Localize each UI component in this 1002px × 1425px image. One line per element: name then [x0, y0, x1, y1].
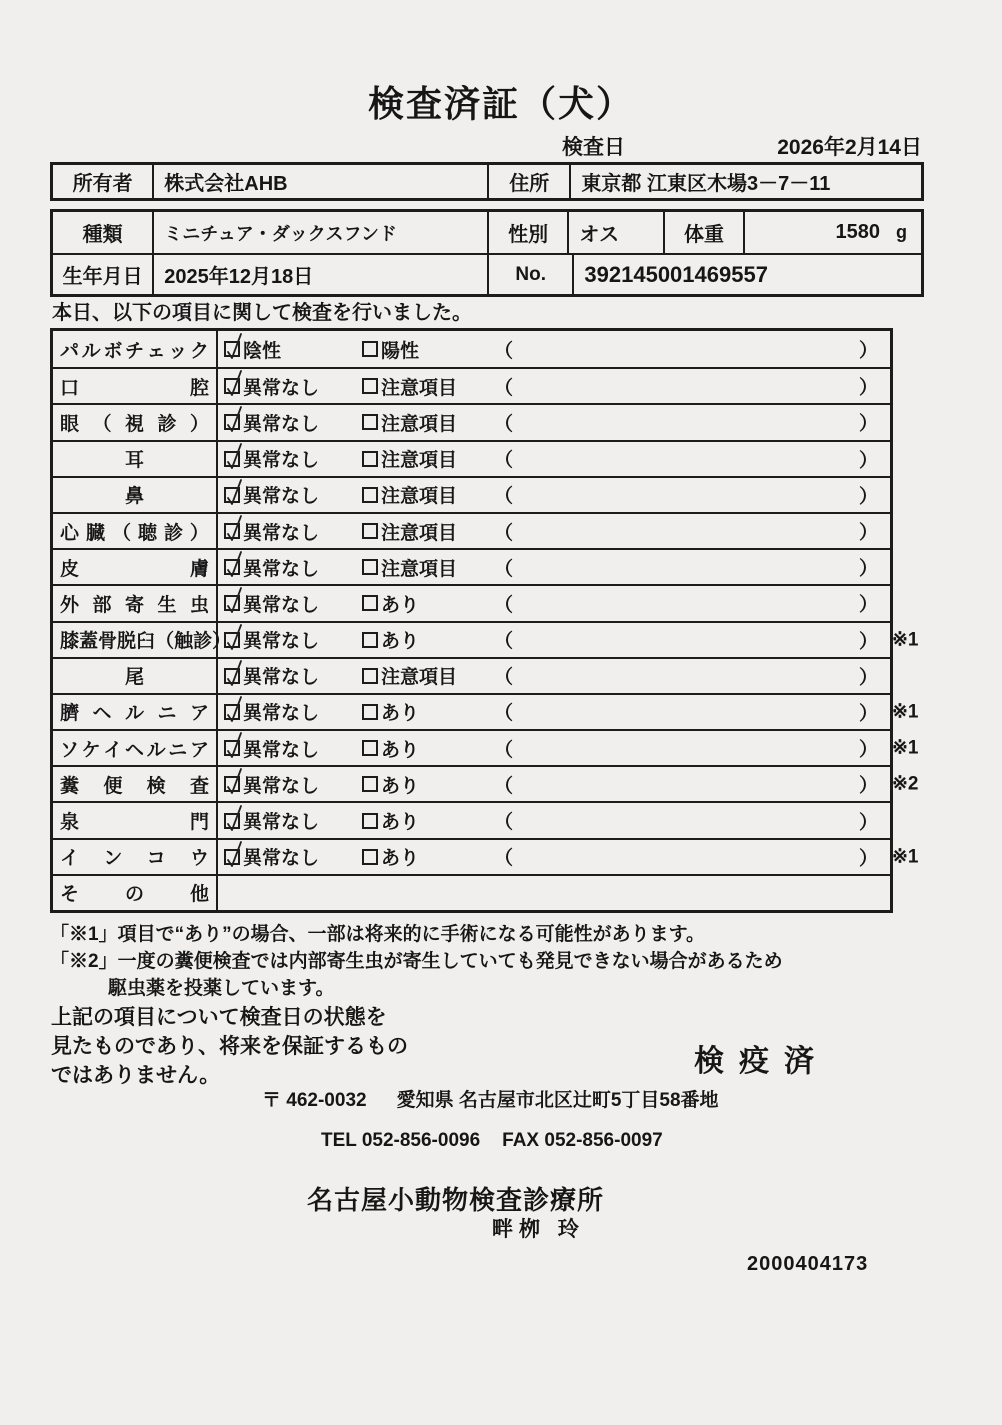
label-char: 眼 [60, 413, 80, 435]
remarks-paren-open: （ [494, 340, 514, 362]
checklist-row [53, 657, 890, 693]
checkbox-checked[interactable] [224, 451, 240, 467]
remarks-paren-close: ） [858, 703, 878, 725]
label-char: ェ [146, 340, 166, 362]
checklist-row-content [218, 803, 890, 837]
result-option-secondary [362, 554, 494, 581]
label-char: ウ [189, 848, 209, 870]
disclaimer-text [51, 1003, 408, 1090]
reference-mark: ※1 [892, 629, 919, 651]
remarks-paren-open: （ [494, 739, 514, 761]
checklist-row-content [218, 659, 890, 693]
result-option-secondary-label: 注意項目 [381, 413, 458, 435]
checklist-row-content [218, 876, 890, 910]
checklist-item-label [53, 478, 218, 512]
result-option-secondary-label: 注意項目 [381, 558, 458, 580]
result-option-primary [224, 662, 362, 689]
checklist-item-label [53, 803, 218, 837]
checklist-row-content [218, 840, 890, 874]
remarks-paren-close: ） [858, 812, 878, 834]
checklist-item-label [53, 623, 232, 657]
result-option-secondary-label: 注意項目 [381, 667, 458, 689]
checkbox-checked[interactable] [224, 559, 240, 575]
result-option-primary-label: 異常なし [243, 486, 320, 508]
label-char: 部 [92, 594, 112, 616]
checkbox-checked[interactable] [224, 487, 240, 503]
checkbox-checked[interactable] [224, 414, 240, 430]
result-option-primary-label: 異常なし [243, 377, 320, 399]
breed-value: ミニチュア・ダックスフンド [152, 212, 487, 253]
label-char: 脱 [117, 631, 137, 653]
remarks-paren-close: ） [858, 340, 878, 362]
checkbox-checked[interactable] [224, 668, 240, 684]
checklist-item-label [53, 331, 218, 367]
label-char: ン [103, 848, 123, 870]
checklist-item-label [53, 550, 218, 584]
checkbox-checked[interactable] [224, 740, 240, 756]
checklist-item-label [53, 514, 218, 548]
label-char: パ [60, 340, 80, 362]
footnote-2: 「※2」一度の糞便検査では内部寄生虫が寄生していても発見できない場合があるため [50, 951, 783, 972]
remarks-paren-close: ） [858, 848, 878, 870]
result-option-secondary-label: 陽性 [381, 340, 420, 362]
remarks-paren-open: （ [494, 703, 514, 725]
label-char: 寄 [124, 594, 144, 616]
label-char: 生 [157, 594, 177, 616]
remarks-paren-close: ） [858, 775, 878, 797]
page-title: 検査済証（犬） [367, 83, 634, 124]
checklist-row-content [218, 623, 890, 657]
label-char: ク [189, 340, 209, 362]
checkmark-icon [222, 441, 248, 471]
label-char: 門 [189, 812, 209, 834]
remarks-paren-open: （ [494, 667, 514, 689]
result-option-primary [224, 518, 362, 545]
footnote-1: 「※1」項目で“あり”の場合、一部は将来的に手術になる可能性があります。 [50, 924, 706, 945]
checklist-row [53, 693, 919, 729]
checkbox-unchecked[interactable] [362, 849, 378, 865]
owner-row [53, 165, 921, 198]
label-char: 虫 [189, 594, 209, 616]
checkbox-unchecked[interactable] [362, 451, 378, 467]
remarks-paren-close: ） [858, 450, 878, 472]
checklist-item-label [53, 405, 218, 439]
checkbox-checked[interactable] [224, 632, 240, 648]
checklist-row [53, 765, 919, 801]
label-char: チ [124, 340, 144, 362]
checkbox-unchecked[interactable] [362, 559, 378, 575]
owner-table [50, 162, 924, 201]
result-option-primary [224, 373, 362, 400]
checklist-item-label [53, 840, 218, 874]
label-char: ア [189, 739, 209, 761]
label-char: 臓 [85, 522, 105, 544]
result-option-primary-label: 異常なし [243, 703, 320, 725]
result-option-primary [224, 336, 362, 363]
remarks-paren-open: （ [494, 631, 514, 653]
checklist-item-label [53, 695, 218, 729]
result-option-primary-label: 異常なし [243, 631, 320, 653]
remarks-paren-close: ） [858, 667, 878, 689]
checklist-row [53, 476, 890, 512]
label-char: 診 [193, 631, 213, 653]
label-char: ッ [168, 340, 188, 362]
checkmark-icon [222, 766, 248, 796]
remarks-paren-open: （ [494, 558, 514, 580]
breed-row [53, 212, 921, 253]
checkmark-icon [222, 803, 248, 833]
checkmark-icon [222, 368, 248, 398]
checkmark-icon [222, 658, 248, 688]
result-option-secondary [362, 735, 494, 762]
label-char: 視 [124, 413, 144, 435]
checkbox-checked[interactable] [224, 849, 240, 865]
pet-info-table [50, 209, 924, 297]
remarks-paren-close: ） [858, 558, 878, 580]
checkmark-icon [222, 331, 248, 361]
checklist-row-content [218, 331, 890, 367]
remarks-paren-open: （ [494, 594, 514, 616]
label-char: 骨 [98, 631, 118, 653]
label-char: ヘ [124, 739, 144, 761]
result-option-primary-label: 異常なし [243, 739, 320, 761]
label-char: 他 [189, 884, 209, 906]
result-option-secondary-label: あり [381, 848, 420, 870]
label-char: ル [81, 340, 101, 362]
clinic-postal-line [262, 1085, 719, 1112]
remarks-paren-close: ） [858, 486, 878, 508]
disclaimer-line-3: ではありません。 [51, 1064, 221, 1087]
checkbox-unchecked[interactable] [362, 341, 378, 357]
label-char: そ [60, 884, 80, 906]
checklist-item-label [53, 876, 218, 910]
label-char: ケ [81, 739, 101, 761]
reference-mark: ※1 [892, 737, 919, 759]
disclaimer-line-2: 見たものであり、将来を保証するもの [51, 1035, 408, 1058]
checklist-row-content [218, 586, 890, 620]
inspection-date-row [50, 131, 924, 157]
label-char: 口 [60, 377, 80, 399]
checklist-row [53, 548, 890, 584]
remarks-paren-close: ） [858, 594, 878, 616]
result-option-secondary [362, 843, 494, 870]
checkbox-checked[interactable] [224, 813, 240, 829]
reference-mark: ※1 [892, 846, 919, 868]
remarks-paren-close: ） [858, 631, 878, 653]
result-option-primary [224, 590, 362, 617]
checkbox-unchecked[interactable] [362, 414, 378, 430]
checkmark-icon [222, 622, 248, 652]
result-option-primary [224, 409, 362, 436]
checklist-item-label [53, 659, 218, 693]
result-option-secondary [362, 698, 494, 725]
clinic-address: 愛知県 名古屋市北区辻町5丁目58番地 [396, 1090, 719, 1111]
checklist-row-content [218, 405, 890, 439]
checklist-item-label [53, 731, 218, 765]
label-char: 尾 [124, 667, 144, 689]
checkmark-icon [222, 513, 248, 543]
quarantine-passed-stamp: 検疫済 [694, 1045, 829, 1078]
remarks-paren-close: ） [858, 377, 878, 399]
examination-checklist-table [50, 328, 919, 913]
no-label: No. [487, 255, 572, 294]
checkbox-checked[interactable] [224, 595, 240, 611]
remarks-paren-open: （ [494, 848, 514, 870]
checkbox-checked[interactable] [224, 704, 240, 720]
label-char: 鼻 [124, 486, 144, 508]
result-option-primary-label: 異常なし [243, 775, 320, 797]
result-option-secondary-label: あり [381, 812, 420, 834]
label-char: （ [155, 631, 175, 653]
checklist-row [53, 403, 890, 439]
checklist-item-label [53, 442, 218, 476]
label-char: ア [189, 703, 209, 725]
remarks-paren-open: （ [494, 486, 514, 508]
intro-statement: 本日、以下の項目に関して検査を行いました。 [52, 302, 472, 324]
label-char: （ [92, 413, 112, 435]
serial-number: 2000404173 [747, 1253, 869, 1275]
checklist-row-content [218, 767, 890, 801]
checklist-row-content [218, 731, 890, 765]
checkmark-icon [222, 477, 248, 507]
checklist-row [53, 367, 890, 403]
result-option-secondary [362, 626, 494, 653]
remarks-paren-open: （ [494, 413, 514, 435]
result-option-primary [224, 445, 362, 472]
footnote-2-continued: 駆虫薬を投薬しています。 [108, 978, 335, 999]
label-char: イ [60, 848, 80, 870]
birth-value: 2025年12月18日 [152, 255, 487, 294]
address-label: 住所 [487, 165, 569, 198]
result-option-secondary [362, 590, 494, 617]
label-char: ニ [168, 739, 188, 761]
result-option-primary [224, 735, 362, 762]
result-option-primary [224, 843, 362, 870]
label-char: ル [124, 703, 144, 725]
checklist-row [53, 440, 890, 476]
result-option-secondary [362, 373, 494, 400]
checklist-row-content [218, 369, 890, 403]
result-option-secondary [362, 771, 494, 798]
checklist-row [53, 801, 890, 837]
remarks-paren-open: （ [494, 450, 514, 472]
checkbox-unchecked[interactable] [362, 378, 378, 394]
weight-value: 1580 [835, 221, 880, 243]
no-value: 392145001469557 [572, 255, 921, 294]
remarks-paren-close: ） [858, 522, 878, 544]
label-char: ヘ [92, 703, 112, 725]
result-option-primary-label: 異常なし [243, 812, 320, 834]
result-option-secondary [362, 409, 494, 436]
checkbox-unchecked[interactable] [362, 776, 378, 792]
label-char: 膚 [189, 558, 209, 580]
label-char: 蓋 [79, 631, 99, 653]
checkbox-checked[interactable] [224, 378, 240, 394]
checklist-row-content [218, 514, 890, 548]
result-option-primary [224, 698, 362, 725]
remarks-paren-close: ） [858, 739, 878, 761]
checklist-item-label [53, 369, 218, 403]
result-option-secondary-label: あり [381, 631, 420, 653]
label-char: 査 [189, 775, 209, 797]
sex-label: 性別 [487, 212, 567, 253]
birth-row [53, 253, 921, 294]
checkbox-checked[interactable] [224, 341, 240, 357]
label-char: 腔 [189, 377, 209, 399]
label-char: 触 [174, 631, 194, 653]
checklist-row-content [218, 442, 890, 476]
label-char: 心 [60, 522, 80, 544]
result-option-primary [224, 626, 362, 653]
breed-label: 種類 [82, 224, 123, 246]
label-char: コ [146, 848, 166, 870]
result-option-secondary-label: 注意項目 [381, 522, 458, 544]
reference-mark: ※1 [892, 701, 919, 723]
label-char: 聴 [137, 522, 157, 544]
label-char: ボ [103, 340, 123, 362]
birth-label: 生年月日 [62, 266, 143, 288]
checklist-row [53, 512, 890, 548]
label-char: の [124, 884, 144, 906]
result-option-primary-label: 異常なし [243, 667, 320, 689]
label-char: ） [189, 522, 209, 544]
result-option-secondary-label: 注意項目 [381, 377, 458, 399]
weight-unit: g [896, 222, 907, 242]
label-char: ソ [60, 739, 80, 761]
checkbox-unchecked[interactable] [362, 813, 378, 829]
label-char: 耳 [124, 450, 144, 472]
result-option-primary [224, 554, 362, 581]
checkbox-unchecked[interactable] [362, 704, 378, 720]
label-char: 臼 [136, 631, 156, 653]
checkbox-unchecked[interactable] [362, 740, 378, 756]
checklist-row-content [218, 550, 890, 584]
result-option-primary-label: 異常なし [243, 450, 320, 472]
result-option-primary-label: 異常なし [243, 848, 320, 870]
result-option-primary [224, 481, 362, 508]
veterinarian-name: 畔栁 玲 [492, 1218, 585, 1241]
checkbox-unchecked[interactable] [362, 595, 378, 611]
result-option-secondary [362, 445, 494, 472]
label-char: ニ [157, 703, 177, 725]
label-char: 便 [103, 775, 123, 797]
result-option-primary-label: 異常なし [243, 413, 320, 435]
checkmark-icon [222, 694, 248, 724]
label-char: 泉 [60, 812, 80, 834]
inspection-date-label: 検査日 [562, 136, 625, 159]
checkbox-unchecked[interactable] [362, 523, 378, 539]
remarks-paren-close: ） [858, 413, 878, 435]
inspection-date-value: 2026年2月14日 [777, 136, 922, 159]
result-option-secondary-label: あり [381, 775, 420, 797]
weight-cell [743, 212, 921, 253]
result-option-secondary [362, 481, 494, 508]
remarks-paren-open: （ [494, 522, 514, 544]
reference-mark: ※2 [892, 773, 919, 795]
label-char: 検 [146, 775, 166, 797]
result-option-secondary-label: あり [381, 739, 420, 761]
label-char: ） [189, 413, 209, 435]
remarks-paren-open: （ [494, 775, 514, 797]
result-option-secondary [362, 336, 494, 363]
checklist-item-label [53, 586, 218, 620]
result-option-secondary [362, 662, 494, 689]
checklist-row [53, 621, 919, 657]
label-char: ） [212, 631, 232, 653]
result-option-secondary-label: あり [381, 703, 420, 725]
checkmark-icon [222, 730, 248, 760]
clinic-fax: FAX 052-856-0097 [502, 1130, 663, 1151]
remarks-paren-open: （ [494, 377, 514, 399]
checkbox-unchecked[interactable] [362, 487, 378, 503]
label-char: 臍 [60, 703, 80, 725]
label-char: 糞 [60, 775, 80, 797]
result-option-primary-label: 異常なし [243, 594, 320, 616]
label-char: 皮 [60, 558, 80, 580]
checklist-row-content [218, 695, 890, 729]
result-option-primary-label: 異常なし [243, 558, 320, 580]
clinic-name: 名古屋小動物検査診療所 [307, 1185, 605, 1215]
footnotes [50, 921, 783, 1002]
label-char: ル [146, 739, 166, 761]
sex-value: オス [567, 212, 662, 253]
label-char: 診 [157, 413, 177, 435]
result-option-primary [224, 771, 362, 798]
result-option-secondary [362, 518, 494, 545]
checklist-row [53, 729, 919, 765]
owner-label: 所有者 [72, 173, 133, 195]
checkmark-icon [222, 839, 248, 869]
result-option-primary-label: 異常なし [243, 522, 320, 544]
label-char: 外 [60, 594, 80, 616]
weight-label: 体重 [663, 212, 743, 253]
checkbox-unchecked[interactable] [362, 632, 378, 648]
checklist-row [53, 874, 890, 910]
result-option-primary-label: 陰性 [243, 340, 282, 362]
label-char: （ [111, 522, 131, 544]
result-option-primary [224, 807, 362, 834]
checkbox-checked[interactable] [224, 776, 240, 792]
result-option-secondary-label: 注意項目 [381, 486, 458, 508]
clinic-tel: TEL 052-856-0096 [321, 1130, 481, 1151]
address-value: 東京都 江東区木場3－7－11 [569, 165, 921, 198]
result-option-secondary [362, 807, 494, 834]
checkbox-checked[interactable] [224, 523, 240, 539]
checkbox-unchecked[interactable] [362, 668, 378, 684]
checklist-item-label [53, 767, 218, 801]
label-char: 膝 [60, 631, 80, 653]
result-option-secondary-label: 注意項目 [381, 450, 458, 472]
checkmark-icon [222, 549, 248, 579]
checklist-row [53, 584, 890, 620]
postal-code: 〒 462-0032 [262, 1090, 367, 1111]
checkmark-icon [222, 585, 248, 615]
result-option-secondary-label: あり [381, 594, 420, 616]
disclaimer-line-1: 上記の項目について検査日の状態を [51, 1006, 387, 1029]
checklist-row [53, 331, 890, 367]
label-char: 診 [163, 522, 183, 544]
owner-value: 株式会社AHB [152, 165, 487, 198]
remarks-paren-open: （ [494, 812, 514, 834]
checklist-row-content [218, 478, 890, 512]
checkmark-icon [222, 404, 248, 434]
checklist-row [53, 838, 919, 874]
label-char: イ [103, 739, 123, 761]
clinic-phone-line [321, 1130, 663, 1152]
